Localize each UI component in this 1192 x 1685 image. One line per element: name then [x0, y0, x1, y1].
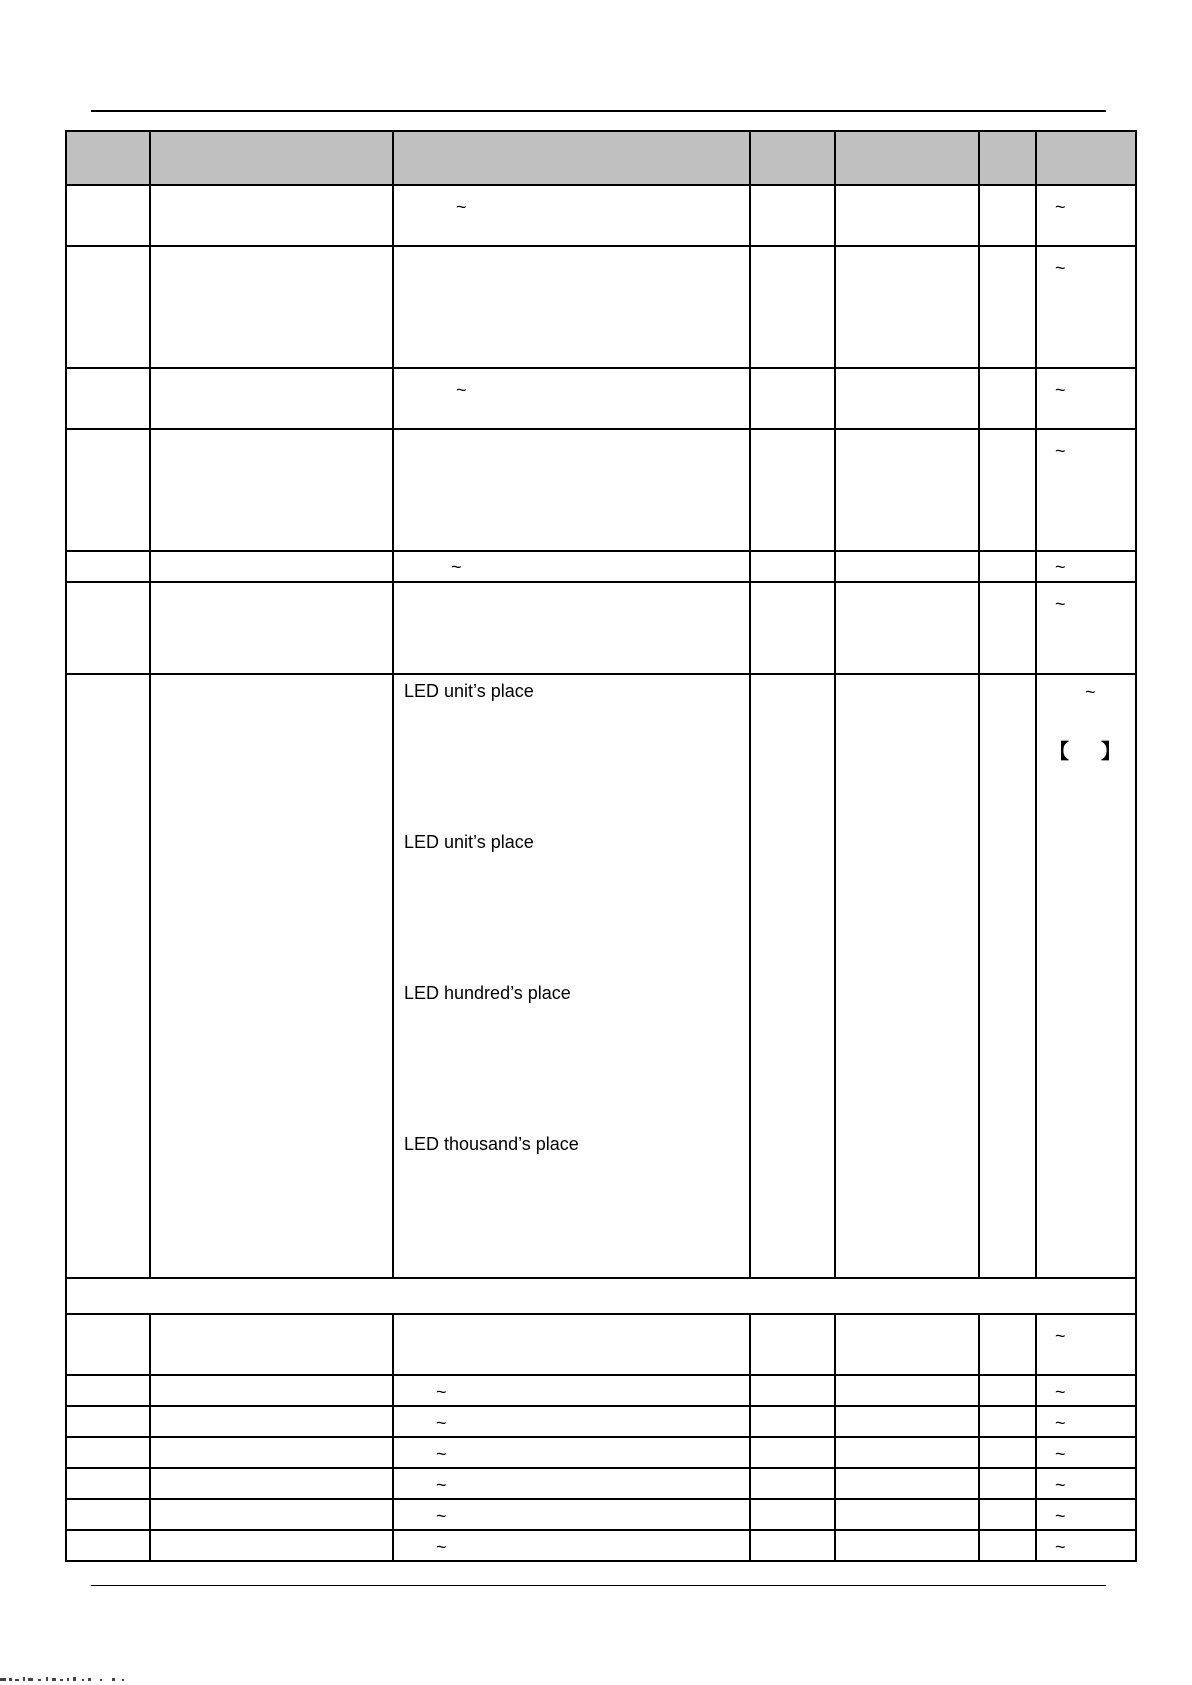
cell-name — [150, 1468, 393, 1499]
cell-unit — [750, 429, 835, 551]
cell-default — [835, 1375, 979, 1406]
cell-modify — [979, 1406, 1036, 1437]
cell-unit — [750, 1406, 835, 1437]
address-tilde: ~ — [1055, 1413, 1066, 1433]
cell-range — [393, 429, 750, 551]
cell-address — [1036, 1530, 1136, 1561]
cell-name — [150, 185, 393, 246]
cell-code — [66, 429, 150, 551]
cell-default — [835, 1499, 979, 1530]
table-row — [66, 1530, 1136, 1561]
cell-unit — [750, 185, 835, 246]
cell-range — [393, 1406, 750, 1437]
header-cell-name — [150, 131, 393, 185]
address-tilde: ~ — [1055, 1537, 1066, 1557]
cell-range — [393, 1530, 750, 1561]
cell-modify — [979, 582, 1036, 674]
cell-code — [66, 368, 150, 429]
cell-unit — [750, 368, 835, 429]
table-row — [66, 246, 1136, 368]
address-tilde: ~ — [1055, 1475, 1066, 1495]
cell-modify — [979, 674, 1036, 1278]
cell-range — [393, 1437, 750, 1468]
range-tilde: ~ — [436, 1413, 447, 1433]
cell-default — [835, 1406, 979, 1437]
bracket-close: 】 — [1101, 741, 1121, 763]
cell-default — [835, 1437, 979, 1468]
cell-unit — [750, 674, 835, 1278]
cell-code — [66, 551, 150, 582]
address-tilde: ~ — [1055, 441, 1066, 461]
led-hundreds-label: LED hundred’s place — [404, 983, 571, 1003]
address-tilde: ~ — [1055, 1444, 1066, 1464]
range-tilde: ~ — [456, 380, 467, 400]
header-cell-address — [1036, 131, 1136, 185]
address-tilde: ~ — [1055, 197, 1066, 217]
cell-modify — [979, 185, 1036, 246]
range-tilde: ~ — [436, 1444, 447, 1464]
table-row — [66, 1314, 1136, 1375]
cell-name — [150, 1530, 393, 1561]
cell-unit — [750, 246, 835, 368]
address-tilde: ~ — [1055, 594, 1066, 614]
cell-range — [393, 551, 750, 582]
cell-range — [393, 582, 750, 674]
cell-modify — [979, 1499, 1036, 1530]
cell-code — [66, 1468, 150, 1499]
section-row — [66, 1278, 1136, 1314]
header-cell-default — [835, 131, 979, 185]
cell-code — [66, 1406, 150, 1437]
table-row — [66, 429, 1136, 551]
footer-scan-mark — [0, 1672, 130, 1685]
table-row — [66, 1406, 1136, 1437]
range-tilde: ~ — [436, 1506, 447, 1526]
table-row — [66, 185, 1136, 246]
footer-rule — [91, 1585, 1106, 1586]
cell-unit — [750, 1437, 835, 1468]
cell-code — [66, 1437, 150, 1468]
cell-range — [393, 185, 750, 246]
table-row — [66, 582, 1136, 674]
cell-modify — [979, 246, 1036, 368]
range-tilde: ~ — [436, 1475, 447, 1495]
cell-address — [1036, 429, 1136, 551]
header-cell-range — [393, 131, 750, 185]
cell-address — [1036, 1375, 1136, 1406]
cell-range — [393, 1314, 750, 1375]
cell-address — [1036, 185, 1136, 246]
cell-default — [835, 551, 979, 582]
cell-range — [393, 368, 750, 429]
cell-unit — [750, 1530, 835, 1561]
range-tilde: ~ — [436, 1537, 447, 1557]
cell-name — [150, 368, 393, 429]
cell-address — [1036, 674, 1136, 1278]
cell-address — [1036, 246, 1136, 368]
cell-unit — [750, 1375, 835, 1406]
parameter-table — [65, 130, 1137, 1562]
cell-modify — [979, 368, 1036, 429]
table-row — [66, 1499, 1136, 1530]
bracket-open: 【 — [1049, 741, 1069, 763]
cell-address — [1036, 582, 1136, 674]
cell-address — [1036, 1468, 1136, 1499]
cell-address — [1036, 551, 1136, 582]
cell-code — [66, 185, 150, 246]
cell-default — [835, 1530, 979, 1561]
cell-name — [150, 429, 393, 551]
cell-default — [835, 674, 979, 1278]
range-tilde: ~ — [456, 197, 467, 217]
cell-unit — [750, 1314, 835, 1375]
cell-range — [393, 246, 750, 368]
header-cell-unit — [750, 131, 835, 185]
led-thousands-label: LED thousand’s place — [404, 1134, 579, 1154]
cell-modify — [979, 1314, 1036, 1375]
cell-range — [393, 1499, 750, 1530]
cell-name — [150, 674, 393, 1278]
cell-address — [1036, 1437, 1136, 1468]
cell-unit — [750, 1468, 835, 1499]
cell-default — [835, 246, 979, 368]
address-tilde: ~ — [1055, 1326, 1066, 1346]
section-title-cell — [66, 1278, 1136, 1314]
address-tilde: ~ — [1055, 1506, 1066, 1526]
cell-unit — [750, 551, 835, 582]
cell-unit — [750, 1499, 835, 1530]
cell-address — [1036, 1406, 1136, 1437]
cell-modify — [979, 1468, 1036, 1499]
led-tens-label: LED unit’s place — [404, 832, 534, 852]
cell-modify — [979, 1437, 1036, 1468]
cell-default — [835, 429, 979, 551]
led-display-row — [66, 674, 1136, 1278]
cell-code — [66, 1375, 150, 1406]
cell-name — [150, 1499, 393, 1530]
address-tilde: ~ — [1055, 1382, 1066, 1402]
cell-modify — [979, 551, 1036, 582]
header-rule — [91, 110, 1106, 112]
cell-modify — [979, 1375, 1036, 1406]
cell-name — [150, 1406, 393, 1437]
cell-default — [835, 368, 979, 429]
table-row — [66, 368, 1136, 429]
address-tilde: ~ — [1055, 557, 1066, 577]
cell-default — [835, 582, 979, 674]
address-tilde: ~ — [1085, 682, 1096, 702]
cell-range — [393, 1375, 750, 1406]
cell-unit — [750, 582, 835, 674]
cell-modify — [979, 1530, 1036, 1561]
address-tilde: ~ — [1055, 380, 1066, 400]
cell-default — [835, 185, 979, 246]
cell-code — [66, 1314, 150, 1375]
cell-default — [835, 1468, 979, 1499]
table-row — [66, 551, 1136, 582]
cell-name — [150, 1314, 393, 1375]
range-tilde: ~ — [451, 557, 462, 577]
cell-address — [1036, 368, 1136, 429]
table-header-row — [66, 131, 1136, 185]
cell-code — [66, 246, 150, 368]
cell-code — [66, 1530, 150, 1561]
cell-address — [1036, 1499, 1136, 1530]
header-cell-code — [66, 131, 150, 185]
cell-code — [66, 1499, 150, 1530]
cell-code — [66, 674, 150, 1278]
cell-modify — [979, 429, 1036, 551]
header-cell-modify — [979, 131, 1036, 185]
cell-name — [150, 582, 393, 674]
table-row — [66, 1437, 1136, 1468]
range-tilde: ~ — [436, 1382, 447, 1402]
table-row — [66, 1468, 1136, 1499]
cell-name — [150, 1437, 393, 1468]
cell-name — [150, 551, 393, 582]
cell-code — [66, 582, 150, 674]
table-row — [66, 1375, 1136, 1406]
cell-default — [835, 1314, 979, 1375]
cell-name — [150, 1375, 393, 1406]
cell-range — [393, 1468, 750, 1499]
cell-name — [150, 246, 393, 368]
led-units-label: LED unit’s place — [404, 681, 534, 701]
cell-address — [1036, 1314, 1136, 1375]
cell-range-led — [393, 674, 750, 1278]
address-tilde: ~ — [1055, 258, 1066, 278]
